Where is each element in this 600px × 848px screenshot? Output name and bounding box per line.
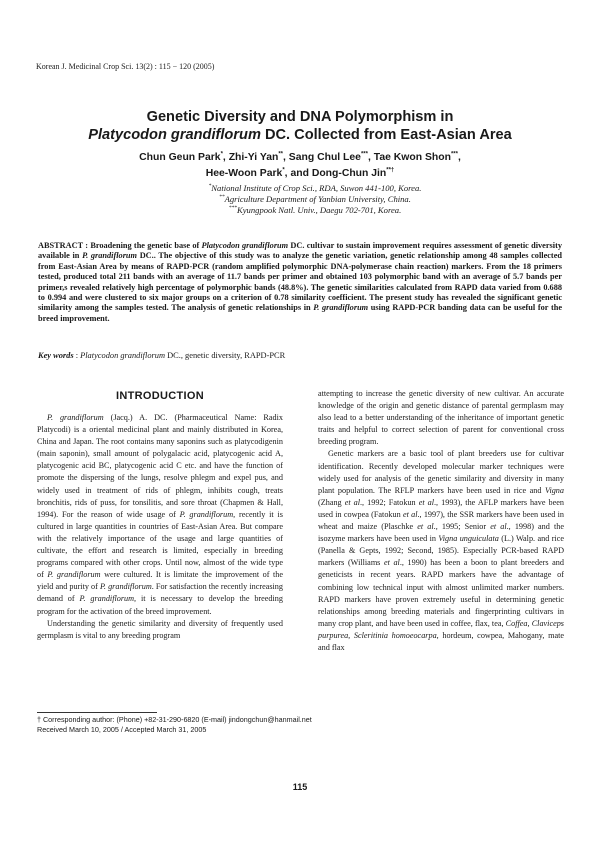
author-3-mark: *** xyxy=(360,151,368,158)
footnote xyxy=(37,715,312,735)
intro-paragraph-2-continued: attempting to increase the genetic diversity of new cultivar. An accurate knowledge of the origin and genetic distance of parental germplasm may also lead to a better understanding of the inheritance of important genetic traits and helpful to correct selection of parent for conventional cross breeding program. xyxy=(318,389,564,447)
keywords-species: Platycodon grandiflorum xyxy=(80,351,166,360)
title-species-name: Platycodon grandiflorum xyxy=(88,127,261,143)
left-column xyxy=(37,389,283,642)
author-1: Chun Geun Park xyxy=(139,152,221,163)
author-2: Zhi-Yi Yan xyxy=(228,152,279,163)
title-line-1: Genetic Diversity and DNA Polymorphism in xyxy=(146,109,454,125)
body-text: (Jacq.) A. DC. (Pharmaceutical Name: Radix Platycodi) is a oriental medicinal plant and mainly distributed in Korea, China and Japan. The root contains many saponins such as platycodigenin (main saponin), small amount of polygalacic acid, platycogenic acid A, platycogenic acid BC, platycogenic acid C etc. and have the function of promote the dispersing of the lungs, resolve phlegm and expel pus, and widely used in treatment of rids of phlegm, inhibits cough, treats bronchitis, rids of puss, for tonsilitis, and sore throat (Chapmen & Hall, 1994). For the reason of wide usage of xyxy=(37,413,283,519)
author-separator: , xyxy=(283,152,289,163)
author-2-mark: ** xyxy=(278,151,284,158)
author-line-2 xyxy=(40,166,560,182)
author-list xyxy=(40,150,560,182)
body-text: it is necessary to develop the breeding program for the activation of the breed improvement. xyxy=(37,594,283,616)
affiliation-2 xyxy=(150,194,480,205)
et-al: et al xyxy=(383,558,400,568)
abstract-species: Platycodon grandiflorum xyxy=(201,241,289,250)
affiliation-1 xyxy=(150,183,480,194)
affiliation-1-mark: * xyxy=(208,183,212,190)
body-text: . For satisfaction the recently increasing demand of xyxy=(37,582,283,604)
species-names: Coffea, Claviceps purpurea, Scleritinia homoeocarpa xyxy=(318,618,564,640)
species-name: Vigna unguiculata xyxy=(438,534,499,544)
author-5: Hee-Woon Park xyxy=(205,168,283,179)
abstract-text: Broadening the genetic base of xyxy=(88,241,202,250)
corresponding-author-note: † Corresponding author: (Phone) +82-31-290-6820 (E-mail) jindongchun@hanmail.net xyxy=(37,715,312,724)
author-separator: , xyxy=(284,168,291,179)
body-text: ., 1995; Senior xyxy=(433,522,491,532)
author-1-mark: * xyxy=(220,151,223,158)
body-text: ., 1998) and the isozyme markers have been used in xyxy=(318,522,564,544)
abstract-label: ABSTRACT : xyxy=(38,241,89,250)
author-5-mark: * xyxy=(282,167,285,174)
author-4-mark: *** xyxy=(450,151,458,158)
received-accepted-dates: Received March 10, 2005 / Accepted March 31, 2005 xyxy=(37,725,207,734)
et-al: et al xyxy=(344,497,360,507)
author-separator: , xyxy=(367,152,374,163)
body-text: ., 1997), the SSR markers have been used in wheat and maize (Plaschke xyxy=(318,509,564,532)
species-name: P. grandiflorum xyxy=(99,582,152,592)
affiliations xyxy=(150,183,480,216)
keywords xyxy=(38,350,562,361)
body-text: ., 1993), the AFLP markers have been used in cowpea (Fatokun xyxy=(318,497,564,519)
keywords-label: Key words xyxy=(38,351,74,360)
affiliation-3-mark: *** xyxy=(228,205,238,212)
abstract-text: DC.. The objective of this study was to analyze the genetic variation, genetic relationship among 48 samples collected from East-Asian Area by means of RAPD-PCR (random amplified polymorphic DNA-polymerase chain reaction) markers. From the 18 primers tested, produced total 211 bands with an average of 11.7 bands per primer and obtained 103 polymorphic band with an average of 5.7 bands per primer,s revealed relatively high percentage of polymorphic bands (48.8%). The genetic similarities calculated from RAPD data varied from 0.688 to 0.994 and were clustered to six major groups on a criterion of 0.78 similarity coefficient. The present study has revealed the significant genetic similarity among the samples tested. The analysis of genetic relationships in xyxy=(38,251,562,313)
title-line-2-rest: DC. Collected from East-Asian Area xyxy=(260,127,512,143)
et-al: et al xyxy=(402,509,418,519)
section-heading-introduction: INTRODUCTION xyxy=(116,390,204,402)
body-text: Genetic markers are a basic tool of plant breeders use for cultivar identification. Recently developed molecular marker techniques were widely used for analysis of the genetic similarity and diversity in many plant population. The RFLP markers have been used in rice and xyxy=(318,449,564,495)
body-text: ., 1990) has been a boon to plant breeders and geneticists in recent years. RAPD markers have the advantage of combining low technical input with almost unlimited marker numbers. RAPD markers have proven extremely useful in determining genetic relationships among breeding materials and fingerprinting cultivars in many crop plant, and have been used in coffee, flax, tea, xyxy=(318,558,564,628)
et-al: et al xyxy=(417,522,434,532)
intro-paragraph-1 xyxy=(37,412,283,618)
affiliation-3 xyxy=(150,205,480,216)
author-6-mark: **† xyxy=(386,167,395,174)
body-text: , hordeum, cowpea, Mahogany, mate and flax xyxy=(318,630,564,652)
affiliation-2-mark: ** xyxy=(219,194,225,201)
body-text: were cultured. It is limitate the improvement of the yield and purity of xyxy=(37,570,283,592)
species-name: P. grandiflorum xyxy=(47,570,101,580)
keywords-colon: : xyxy=(73,351,81,360)
author-3: Sang Chul Lee xyxy=(288,152,361,163)
intro-paragraph-2: Understanding the genetic similarity and diversity of frequently used germplasm is vital to any breeding program xyxy=(37,618,283,640)
body-text: ., 1992; Fatokun xyxy=(360,497,419,507)
body-text: (L.) Walp. and rice (Panella & Gepts, 1992; Second, 1985). Especially PCR-based RAPD markers (Williams xyxy=(318,534,564,568)
genus-name: Vigna xyxy=(545,485,564,495)
species-name: P. grandiflorum, xyxy=(79,594,137,604)
author-6: and Dong-Chun Jin xyxy=(290,168,387,179)
affiliation-2-text: Agriculture Department of Yanbian University, China. xyxy=(224,194,411,204)
author-line-1 xyxy=(40,150,560,166)
journal-reference: Korean J. Medicinal Crop Sci. 13(2) : 115 − 120 (2005) xyxy=(36,62,215,71)
affiliation-1-text: National Institute of Crop Sci., RDA, Suwon 441-100, Korea. xyxy=(211,183,422,193)
body-text: (Zhang xyxy=(318,497,345,507)
author-separator: , xyxy=(222,152,229,163)
species-name: P. grandiflorum xyxy=(179,509,234,519)
author-separator: , xyxy=(457,152,461,163)
et-al: et al xyxy=(490,522,507,532)
author-4: Tae Kwon Shon xyxy=(373,152,451,163)
species-name: P. grandiflorum xyxy=(47,413,104,422)
footnote-rule xyxy=(37,712,157,713)
abstract-species: P. grandiflorum xyxy=(82,251,137,261)
right-column xyxy=(318,388,564,654)
abstract-species: P. grandiflorum xyxy=(313,303,369,313)
page-number: 115 xyxy=(292,782,308,792)
body-text: , recently it is cultured in large quantities in countries of East-Asian Area. But compare with the relatively importance of the usage and large quantities of cultivate, the effort and research is limited, especially in breeding programs compared with other crops. Until now, almost of the wide type of xyxy=(37,509,283,580)
et-al: et al xyxy=(418,497,434,507)
title-line-2 xyxy=(40,126,560,144)
abstract-text: DC. cultivar to sustain improvement requires assessment of genetic diversity available in xyxy=(38,241,562,261)
intro-paragraph-3 xyxy=(318,448,564,654)
keywords-rest: DC., genetic diversity, RAPD-PCR xyxy=(165,351,286,360)
abstract xyxy=(38,241,562,324)
affiliation-3-text: Kyungpook Natl. Univ., Daegu 702-701, Korea. xyxy=(237,205,402,215)
paper-title xyxy=(40,108,560,144)
abstract-text: using RAPD-PCR banding data can be useful for the breed improvement. xyxy=(38,303,563,323)
